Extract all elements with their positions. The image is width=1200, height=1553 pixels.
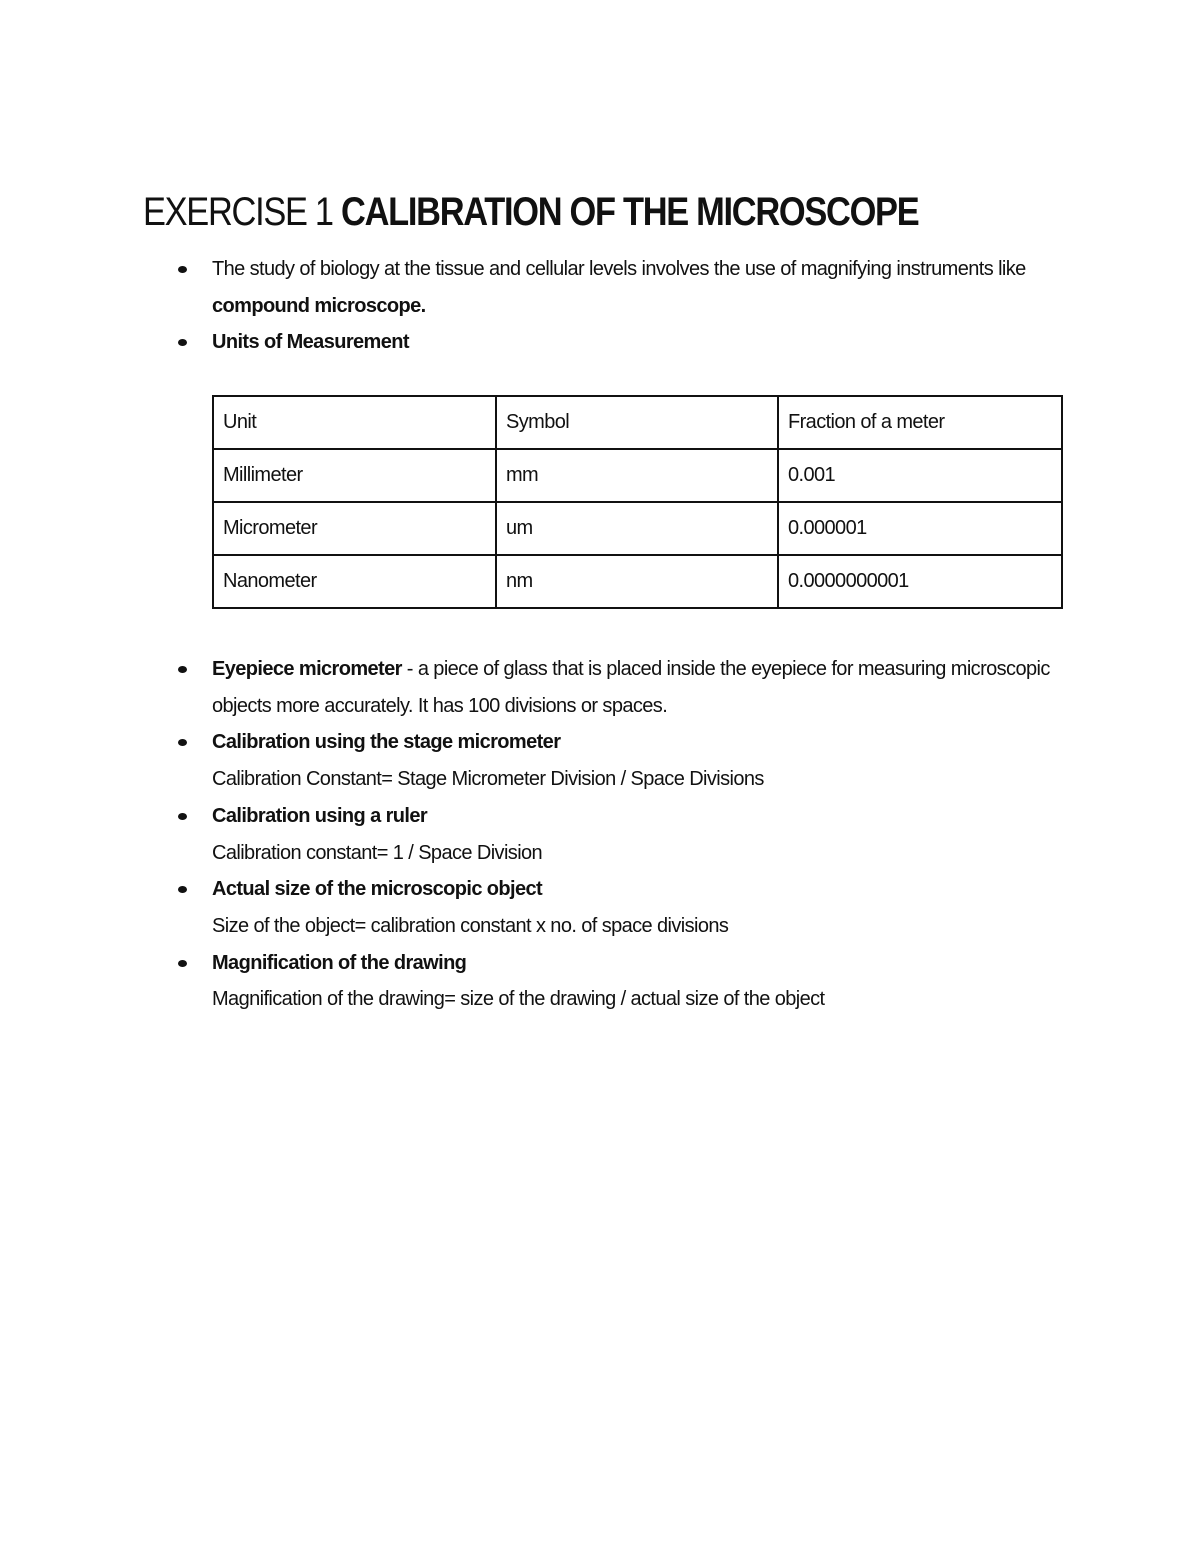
definitions-list: [172, 651, 1072, 1018]
units-table: [212, 395, 1063, 609]
table-header-row: [213, 396, 1062, 449]
item-heading: Actual size of the microscopic object: [212, 878, 543, 901]
table-cell: Nanometer: [213, 555, 496, 608]
item-formula: Magnification of the drawing= size of the drawing / actual size of the object: [212, 988, 825, 1011]
table-cell: 0.000001: [778, 502, 1062, 555]
bullet-icon: [178, 666, 187, 673]
units-heading: Units of Measurement: [212, 331, 409, 354]
table-header-cell: Unit: [213, 396, 496, 449]
table-cell: um: [496, 502, 778, 555]
table-header-cell: Symbol: [496, 396, 778, 449]
table-cell: mm: [496, 449, 778, 502]
list-item-eyepiece: [172, 651, 1072, 724]
eyepiece-definition: - a piece of glass that is placed inside the eyepiece for measuring microscopic objects more accurately. It has 100 divisions or spaces.: [212, 658, 1050, 717]
list-item-units-heading: [172, 324, 1072, 361]
list-item: [172, 871, 1072, 944]
page-title: [143, 188, 918, 236]
table-cell: Micrometer: [213, 502, 496, 555]
intro-list: [172, 251, 1072, 361]
table-header-cell: Fraction of a meter: [778, 396, 1062, 449]
item-heading: Calibration using the stage micrometer: [212, 731, 561, 754]
item-heading: Calibration using a ruler: [212, 804, 428, 827]
table-cell: Millimeter: [213, 449, 496, 502]
intro-text: The study of biology at the tissue and cellular levels involves the use of magnifying instruments like: [212, 258, 1026, 280]
bullet-icon: [178, 339, 187, 346]
item-formula: Calibration constant= 1 / Space Division: [212, 841, 543, 864]
table-row: [213, 502, 1062, 555]
eyepiece-term: Eyepiece micrometer: [212, 658, 402, 680]
intro-bold-term: compound microscope.: [212, 294, 426, 317]
table-cell: 0.001: [778, 449, 1062, 502]
table-cell: 0.0000000001: [778, 555, 1062, 608]
bullet-icon: [178, 813, 187, 820]
title-main: CALIBRATION OF THE MICROSCOPE: [341, 190, 919, 234]
bullet-icon: [178, 960, 187, 967]
list-item: [172, 945, 1072, 1018]
bullet-icon: [178, 739, 187, 746]
table-cell: nm: [496, 555, 778, 608]
bullet-icon: [178, 886, 187, 893]
bullet-icon: [178, 266, 187, 273]
item-formula: Size of the object= calibration constant x no. of space divisions: [212, 914, 729, 937]
item-heading: Magnification of the drawing: [212, 951, 467, 974]
list-item: [172, 724, 1072, 797]
list-item: [172, 798, 1072, 871]
title-prefix: EXERCISE 1: [143, 190, 333, 234]
item-formula: Calibration Constant= Stage Micrometer Division / Space Divisions: [212, 768, 764, 791]
table-row: [213, 555, 1062, 608]
list-item-intro: [172, 251, 1072, 324]
table-row: [213, 449, 1062, 502]
